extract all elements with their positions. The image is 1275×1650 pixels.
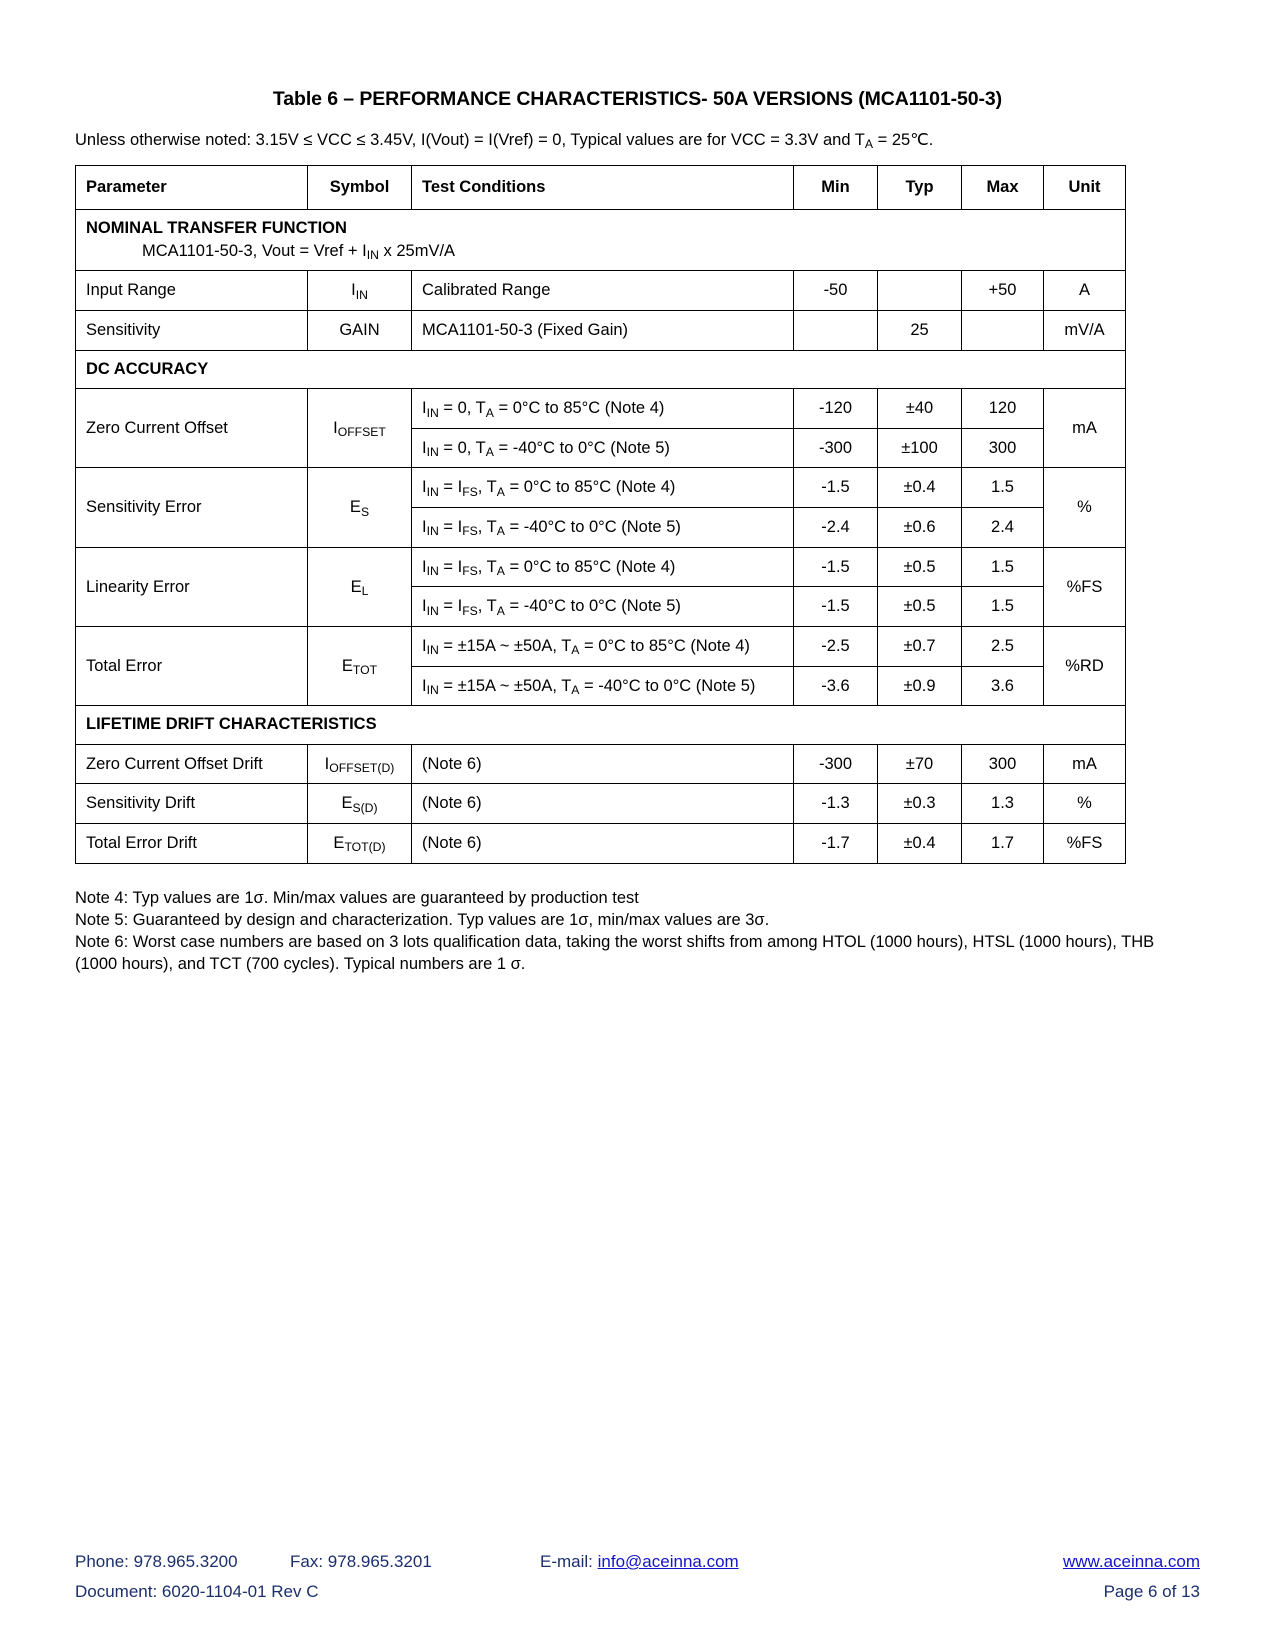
footer-page-number: Page 6 of 13 bbox=[1103, 1582, 1200, 1601]
conditions-note-text: Unless otherwise noted: 3.15V ≤ VCC ≤ 3.45V, I(Vout) = I(Vref) = 0, Typical values are for VCC = 3.3V and $T_A$ = 25℃. bbox=[75, 131, 934, 152]
performance-characteristics-table bbox=[75, 165, 1126, 863]
table-header-row bbox=[76, 166, 1126, 210]
cell-unit: %FS bbox=[1044, 824, 1126, 864]
cell-typ: 25 bbox=[878, 310, 962, 350]
cell-symbol: $E_L$ bbox=[308, 547, 412, 626]
cell-max: 1.5 bbox=[962, 468, 1044, 508]
cell-parameter: Sensitivity Error bbox=[76, 468, 308, 547]
cell-typ: ±100 bbox=[878, 428, 962, 468]
cell-symbol: $E_{S(D)}$ bbox=[308, 784, 412, 824]
section-header-dc-accuracy bbox=[76, 350, 1126, 389]
table-row-sensitivity-error-a bbox=[76, 468, 1126, 508]
cell-unit: mV/A bbox=[1044, 310, 1126, 350]
cell-min: -2.5 bbox=[794, 626, 878, 666]
footer-email-link[interactable]: info@aceinna.com bbox=[597, 1552, 739, 1571]
cell-min: -300 bbox=[794, 744, 878, 784]
cell-max: 3.6 bbox=[962, 666, 1044, 706]
cell-max: 2.4 bbox=[962, 508, 1044, 548]
cell-parameter: Total Error Drift bbox=[76, 824, 308, 864]
footer-email-label: E-mail: bbox=[540, 1552, 593, 1571]
cell-unit: %FS bbox=[1044, 547, 1126, 626]
cell-unit: A bbox=[1044, 271, 1126, 311]
cell-parameter: Linearity Error bbox=[76, 547, 308, 626]
footnote-5: Note 5: Guaranteed by design and characterization. Typ values are 1σ, min/max values are 3σ. bbox=[75, 910, 770, 929]
cell-conditions: (Note 6) bbox=[412, 744, 794, 784]
section-header-nominal-transfer-function bbox=[76, 210, 1126, 271]
cell-min: -3.6 bbox=[794, 666, 878, 706]
cell-min: -1.5 bbox=[794, 587, 878, 627]
cell-min bbox=[794, 310, 878, 350]
table-row-zero-current-offset-a bbox=[76, 389, 1126, 429]
cell-conditions: $I_{IN} = \pm 15A$ ~ ±50A, $T_A = -40^\circ C$ to 0°C (Note 5) bbox=[412, 666, 794, 706]
footnote-6: Note 6: Worst case numbers are based on 3 lots qualification data, taking the worst shifts from among HTOL (1000 hours), HTSL (1000 hours), THB (1000 hours), and TCT (700 cycles). Typical numbers are 1 σ. bbox=[75, 932, 1155, 973]
cell-max: +50 bbox=[962, 271, 1044, 311]
table-row-input-range bbox=[76, 271, 1126, 311]
cell-typ: ±0.4 bbox=[878, 824, 962, 864]
cell-max: 300 bbox=[962, 428, 1044, 468]
cell-max: 1.5 bbox=[962, 547, 1044, 587]
cell-typ: ±0.7 bbox=[878, 626, 962, 666]
cell-conditions: (Note 6) bbox=[412, 824, 794, 864]
cell-conditions: $I_{IN} = I_{FS}$, $T_A = 0^\circ C$ to 85°C (Note 4) bbox=[412, 547, 794, 587]
cell-conditions: $I_{IN} = I_{FS}$, $T_A = 0^\circ C$ to 85°C (Note 4) bbox=[412, 468, 794, 508]
cell-typ: ±0.3 bbox=[878, 784, 962, 824]
column-header-test-conditions: Test Conditions bbox=[412, 166, 794, 210]
cell-conditions: $I_{IN} = 0$, $T_A = 0^\circ C$ to 85°C (Note 4) bbox=[412, 389, 794, 429]
cell-typ: ±0.6 bbox=[878, 508, 962, 548]
footer-fax: Fax: 978.965.3201 bbox=[290, 1552, 432, 1571]
cell-min: -1.7 bbox=[794, 824, 878, 864]
cell-typ: ±40 bbox=[878, 389, 962, 429]
cell-parameter: Sensitivity bbox=[76, 310, 308, 350]
table-row-total-error-a bbox=[76, 626, 1126, 666]
column-header-max: Max bbox=[962, 166, 1044, 210]
cell-parameter: Total Error bbox=[76, 626, 308, 705]
cell-typ: ±70 bbox=[878, 744, 962, 784]
cell-conditions: MCA1101-50-3 (Fixed Gain) bbox=[412, 310, 794, 350]
cell-parameter: Zero Current Offset bbox=[76, 389, 308, 468]
footnotes bbox=[75, 888, 1200, 976]
cell-unit: %RD bbox=[1044, 626, 1126, 705]
cell-unit: % bbox=[1044, 468, 1126, 547]
cell-min: -1.5 bbox=[794, 547, 878, 587]
cell-parameter: Sensitivity Drift bbox=[76, 784, 308, 824]
cell-symbol: GAIN bbox=[308, 310, 412, 350]
cell-max: 1.7 bbox=[962, 824, 1044, 864]
cell-min: -120 bbox=[794, 389, 878, 429]
cell-max: 300 bbox=[962, 744, 1044, 784]
footnote-4: Note 4: Typ values are 1σ. Min/max values are guaranteed by production test bbox=[75, 888, 639, 907]
column-header-typ: Typ bbox=[878, 166, 962, 210]
section-heading: NOMINAL TRANSFER FUNCTION bbox=[86, 219, 347, 238]
cell-symbol: $E_{TOT(D)}$ bbox=[308, 824, 412, 864]
cell-max: 2.5 bbox=[962, 626, 1044, 666]
cell-unit: mA bbox=[1044, 389, 1126, 468]
section-header-cell bbox=[76, 210, 1126, 271]
cell-conditions: Calibrated Range bbox=[412, 271, 794, 311]
section-header-lifetime-drift bbox=[76, 706, 1126, 745]
cell-typ bbox=[878, 271, 962, 311]
cell-typ: ±0.5 bbox=[878, 587, 962, 627]
column-header-unit: Unit bbox=[1044, 166, 1126, 210]
cell-symbol: $E_{TOT}$ bbox=[308, 626, 412, 705]
cell-typ: ±0.4 bbox=[878, 468, 962, 508]
footer-phone: Phone: 978.965.3200 bbox=[75, 1552, 238, 1571]
cell-conditions: $I_{IN} = I_{FS}$, $T_A = -40^\circ C$ to 0°C (Note 5) bbox=[412, 587, 794, 627]
cell-max: 120 bbox=[962, 389, 1044, 429]
table-row-sensitivity bbox=[76, 310, 1126, 350]
table-row-zero-current-offset-drift bbox=[76, 744, 1126, 784]
cell-conditions: (Note 6) bbox=[412, 784, 794, 824]
cell-conditions: $I_{IN} = I_{FS}$, $T_A = -40^\circ C$ to 0°C (Note 5) bbox=[412, 508, 794, 548]
cell-symbol: $I_{OFFSET(D)}$ bbox=[308, 744, 412, 784]
cell-symbol: $E_S$ bbox=[308, 468, 412, 547]
footer-document-id: Document: 6020-1104-01 Rev C bbox=[75, 1582, 319, 1601]
cell-unit: % bbox=[1044, 784, 1126, 824]
column-header-parameter: Parameter bbox=[76, 166, 308, 210]
section-header-cell: LIFETIME DRIFT CHARACTERISTICS bbox=[76, 706, 1126, 745]
cell-symbol: $I_{IN}$ bbox=[308, 271, 412, 311]
cell-max: 1.3 bbox=[962, 784, 1044, 824]
column-header-symbol: Symbol bbox=[308, 166, 412, 210]
conditions-note bbox=[75, 130, 1200, 151]
cell-parameter: Zero Current Offset Drift bbox=[76, 744, 308, 784]
cell-conditions: $I_{IN} = 0$, $T_A = -40^\circ C$ to 0°C (Note 5) bbox=[412, 428, 794, 468]
cell-typ: ±0.9 bbox=[878, 666, 962, 706]
footer-website-link[interactable]: www.aceinna.com bbox=[1062, 1552, 1200, 1571]
column-header-min: Min bbox=[794, 166, 878, 210]
page-footer bbox=[75, 1552, 1200, 1602]
cell-min: -50 bbox=[794, 271, 878, 311]
cell-min: -300 bbox=[794, 428, 878, 468]
cell-max bbox=[962, 310, 1044, 350]
section-subheading: MCA1101-50-3, Vout = Vref + $I_{IN}$ x 25mV/A bbox=[142, 241, 456, 263]
table-row-total-error-drift bbox=[76, 824, 1126, 864]
table-row-sensitivity-drift bbox=[76, 784, 1126, 824]
cell-unit: mA bbox=[1044, 744, 1126, 784]
cell-conditions: $I_{IN} = \pm 15A$ ~ ±50A, $T_A = 0^\circ C$ to 85°C (Note 4) bbox=[412, 626, 794, 666]
cell-min: -1.3 bbox=[794, 784, 878, 824]
cell-min: -1.5 bbox=[794, 468, 878, 508]
cell-min: -2.4 bbox=[794, 508, 878, 548]
section-header-cell: DC ACCURACY bbox=[76, 350, 1126, 389]
cell-symbol: $I_{OFFSET}$ bbox=[308, 389, 412, 468]
cell-max: 1.5 bbox=[962, 587, 1044, 627]
page-title: Table 6 – PERFORMANCE CHARACTERISTICS- 50A VERSIONS (MCA1101-50-3) bbox=[272, 88, 1003, 110]
cell-typ: ±0.5 bbox=[878, 547, 962, 587]
table-row-linearity-error-a bbox=[76, 547, 1126, 587]
cell-parameter: Input Range bbox=[76, 271, 308, 311]
